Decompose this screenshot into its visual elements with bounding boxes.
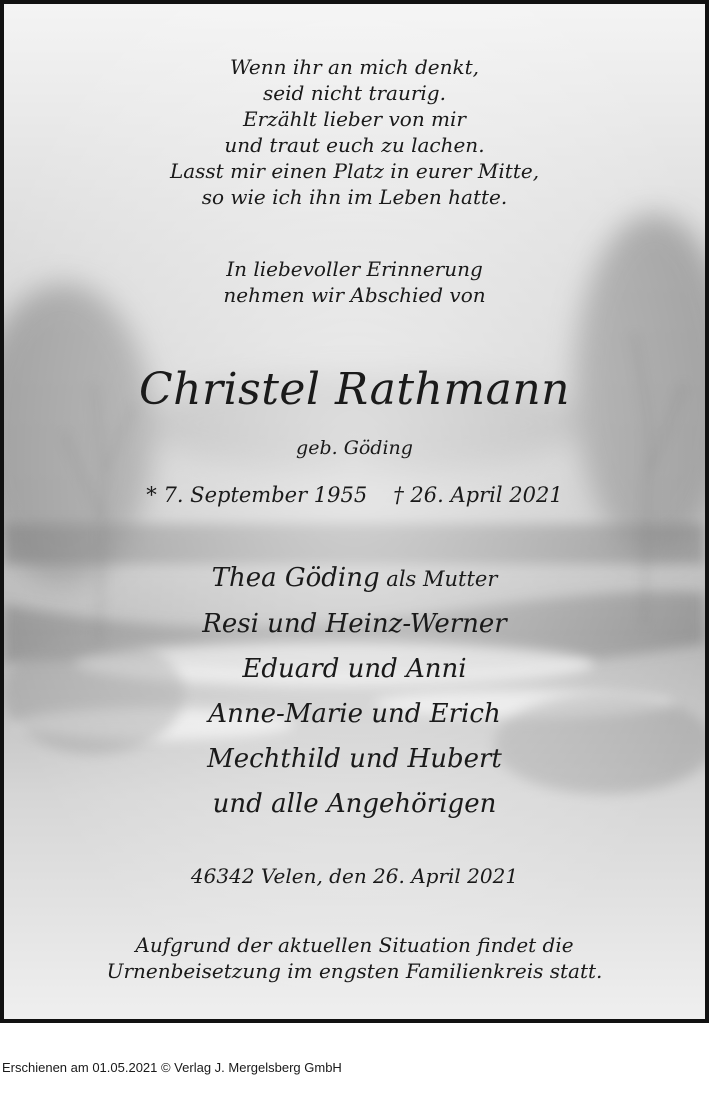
life-dates: [4, 480, 705, 510]
death-date: † 26. April 2021: [393, 483, 563, 507]
note-line: Aufgrund der aktuellen Situation findet die: [135, 933, 574, 957]
poem-line: Lasst mir einen Platz in eurer Mitte,: [169, 159, 540, 183]
place-and-date: 46342 Velen, den 26. April 2021: [190, 864, 519, 888]
note-line: Urnenbeisetzung im engsten Familienkreis statt.: [106, 959, 603, 983]
poem: [4, 54, 705, 210]
burial-note: [4, 932, 705, 984]
mourner-line: Resi und Heinz-Werner: [202, 609, 507, 639]
intro-line: nehmen wir Abschied von: [223, 283, 486, 307]
poem-line: seid nicht traurig.: [263, 81, 446, 105]
birth-date: * 7. September 1955: [146, 483, 368, 507]
poem-line: Wenn ihr an mich denkt,: [229, 55, 480, 79]
publication-footer: Erschienen am 01.05.2021 © Verlag J. Mergelsberg GmbH: [2, 1060, 342, 1075]
poem-line: so wie ich ihn im Leben hatte.: [201, 185, 508, 209]
mother-name: Thea Göding: [211, 563, 380, 593]
mourner-line: und alle Angehörigen: [212, 789, 497, 819]
mourners-list: [4, 556, 705, 827]
farewell-intro: [4, 256, 705, 308]
maiden-name: geb. Göding: [296, 437, 413, 459]
mourner-line: [4, 556, 705, 602]
mourner-line: Mechthild und Hubert: [207, 744, 502, 774]
intro-line: In liebevoller Erinnerung: [226, 257, 483, 281]
mourner-line: Anne-Marie und Erich: [208, 699, 501, 729]
mourner-line: Eduard und Anni: [242, 654, 467, 684]
poem-line: Erzählt lieber von mir: [243, 107, 466, 131]
mother-relation: als Mutter: [379, 567, 498, 591]
deceased-name: Christel Rathmann: [139, 364, 570, 415]
poem-line: und traut euch zu lachen.: [224, 133, 485, 157]
